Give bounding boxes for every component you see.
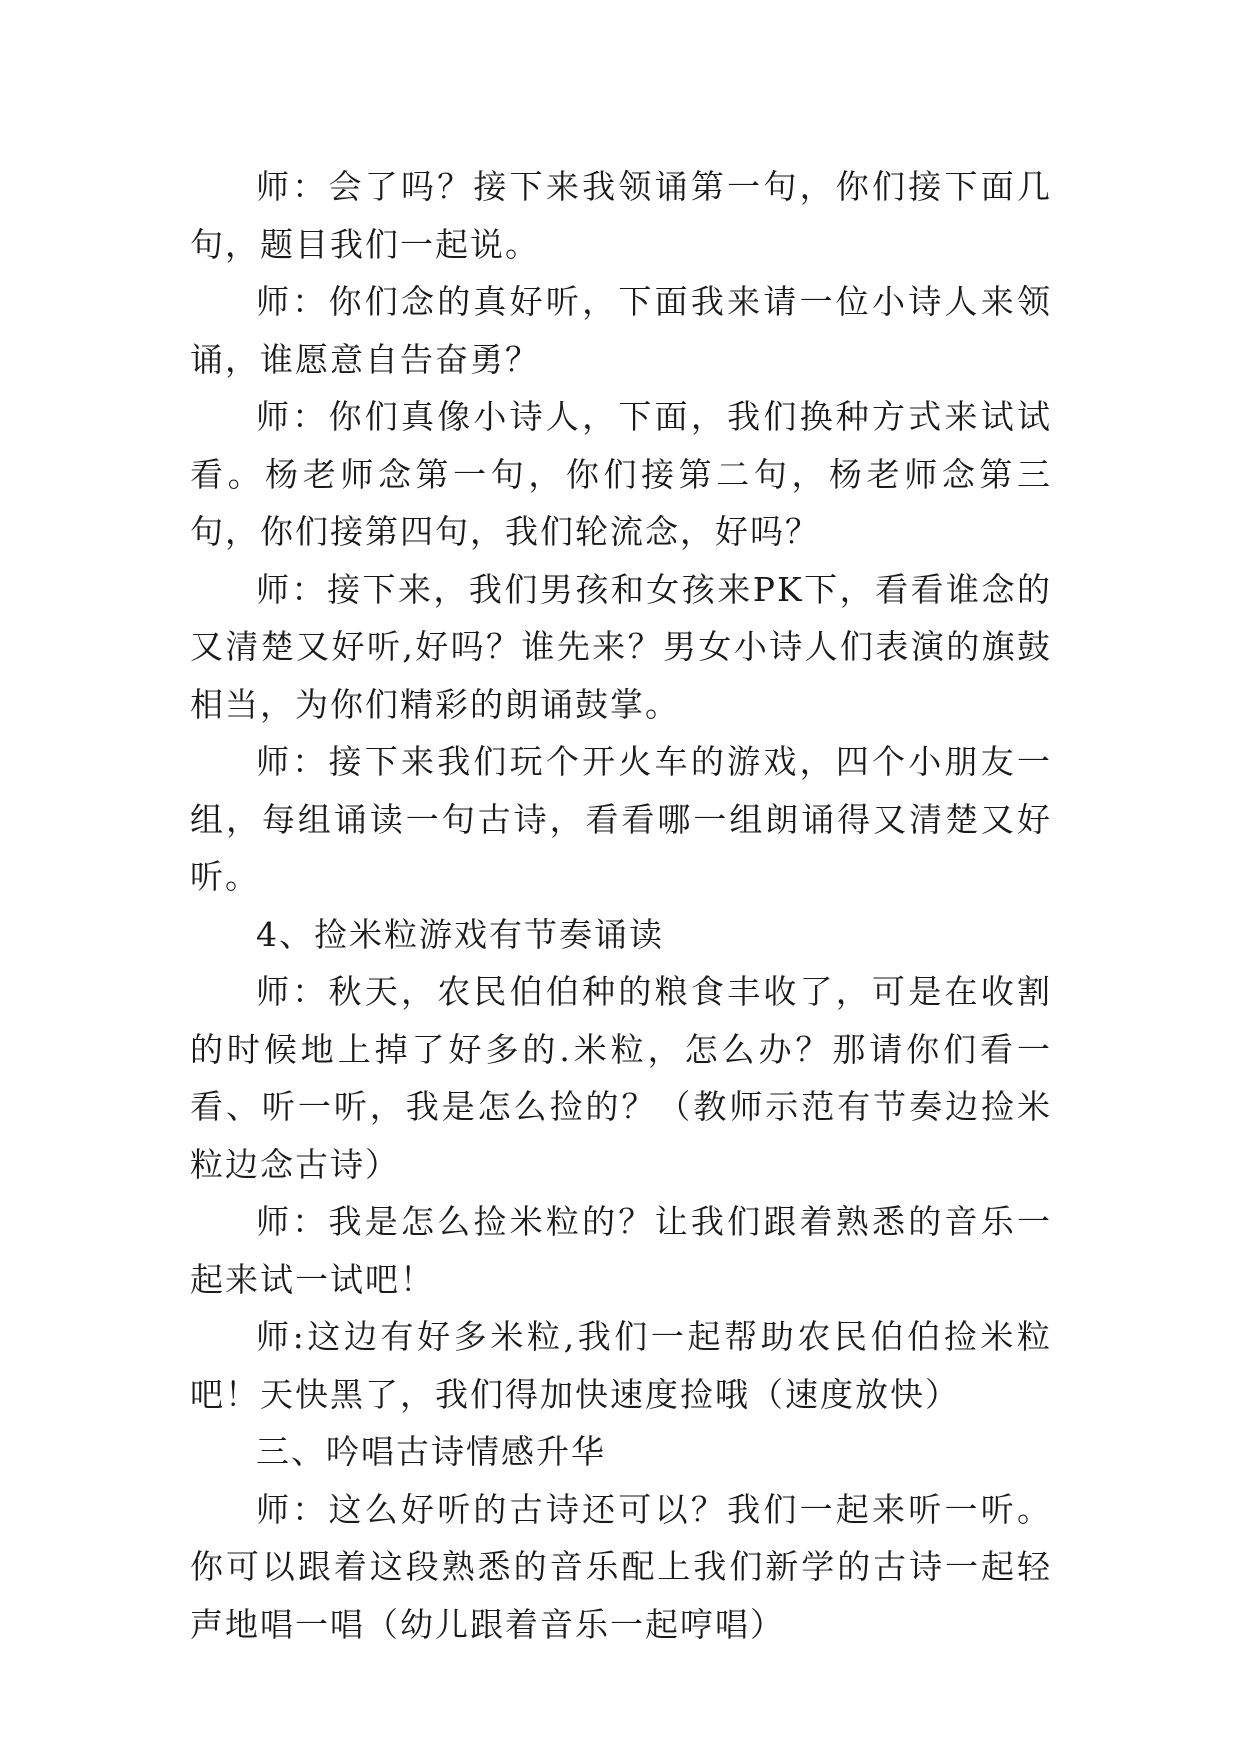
paragraph: 师：秋天，农民伯伯种的粮食丰收了，可是在收割的时候地上掉了好多的.米粒，怎么办？那请你们看一看、听一听，我是怎么捡的？（教师示范有节奏边捡米粒边念古诗）	[190, 972, 1052, 1184]
paragraph: 师：你们念的真好听，下面我来请一位小诗人来领诵，谁愿意自告奋勇？	[190, 282, 1052, 379]
paragraph: 师：会了吗？接下来我领诵第一句，你们接下面几句，题目我们一起说。	[190, 167, 1052, 264]
paragraph: 师：我是怎么捡米粒的？让我们跟着熟悉的音乐一起来试一试吧！	[190, 1202, 1052, 1299]
paragraph: 师：接下来我们玩个开火车的游戏，四个小朋友一组，每组诵读一句古诗，看看哪一组朗诵得又清楚又好听。	[190, 742, 1052, 896]
paragraph: 师:这边有好多米粒,我们一起帮助农民伯伯捡米粒吧！天快黑了，我们得加快速度捡哦（速度放快）	[190, 1317, 1052, 1414]
paragraph: 师：你们真像小诗人，下面，我们换种方式来试试看。杨老师念第一句，你们接第二句，杨老师念第三句，你们接第四句，我们轮流念，好吗？	[190, 397, 1052, 551]
paragraph: 师：接下来，我们男孩和女孩来PK下，看看谁念的又清楚又好听,好吗？谁先来？男女小诗人们表演的旗鼓相当，为你们精彩的朗诵鼓掌。	[190, 569, 1052, 724]
section-heading: 三、吟唱古诗情感升华	[256, 1432, 606, 1471]
paragraph: 师：这么好听的古诗还可以？我们一起来听一听。你可以跟着这段熟悉的音乐配上我们新学的古诗一起轻声地唱一唱（幼儿跟着音乐一起哼唱）	[190, 1489, 1052, 1644]
section-heading: 4、捡米粒游戏有节奏诵读	[256, 914, 664, 954]
document-body	[190, 158, 1052, 1653]
